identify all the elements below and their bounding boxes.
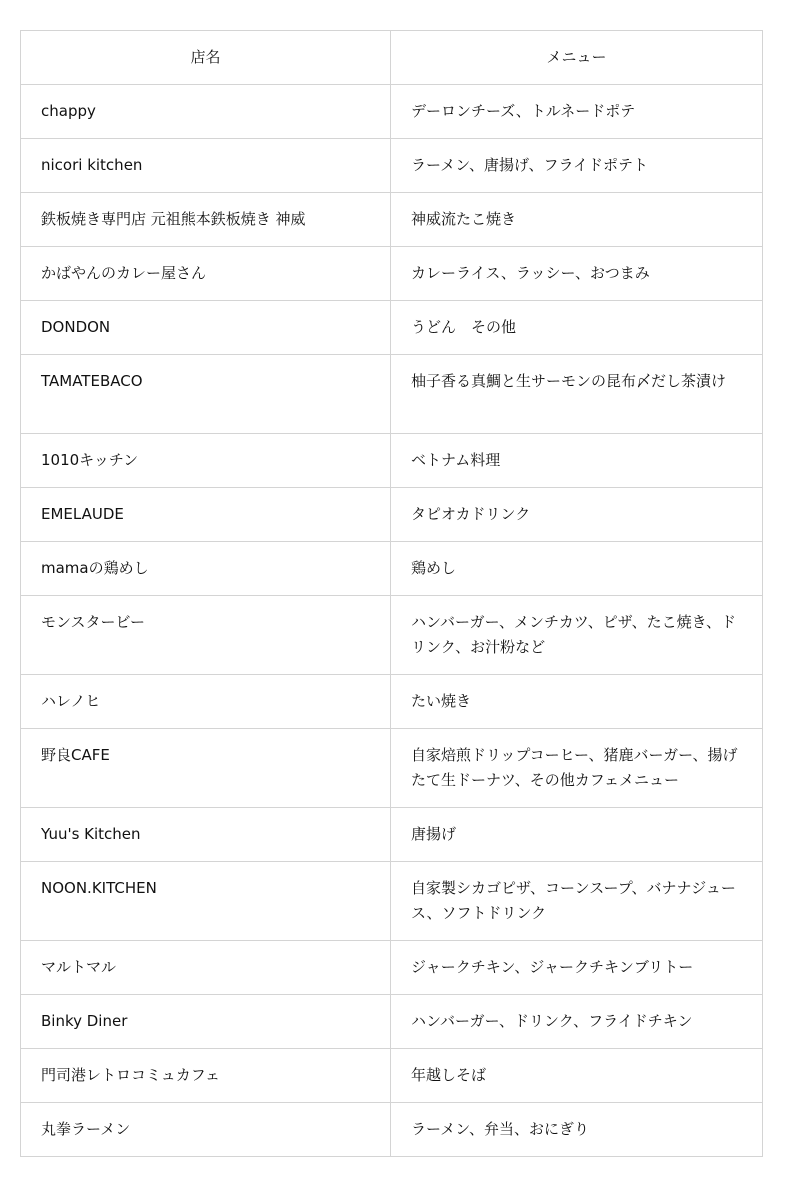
shop-name-cell: 鉄板焼き専門店 元祖熊本鉄板焼き 神威 [21,193,391,247]
menu-cell: 唐揚げ [391,808,763,862]
table-row [21,85,763,139]
menu-cell: 鶏めし [391,542,763,596]
shop-name-cell: ハレノヒ [21,675,391,729]
table-row [21,808,763,862]
menu-cell: デーロンチーズ、トルネードポテ [391,85,763,139]
table-row [21,434,763,488]
table-row [21,675,763,729]
table-row [21,542,763,596]
shop-name-cell: DONDON [21,301,391,355]
menu-cell: タピオカドリンク [391,488,763,542]
table-row [21,193,763,247]
header-shop-name: 店名 [21,31,391,85]
shop-name-cell: Binky Diner [21,995,391,1049]
menu-cell: ラーメン、唐揚げ、フライドポテト [391,139,763,193]
menu-cell: うどん その他 [391,301,763,355]
shop-name-cell: マルトマル [21,941,391,995]
shop-name-cell: 丸拳ラーメン [21,1103,391,1157]
menu-cell: ハンバーガー、メンチカツ、ピザ、たこ焼き、ドリンク、お汁粉など [391,596,763,675]
table-row [21,862,763,941]
menu-cell: たい焼き [391,675,763,729]
shop-name-cell: mamaの鶏めし [21,542,391,596]
shop-name-cell: TAMATEBACO [21,355,391,434]
table-row [21,488,763,542]
shop-name-cell: 門司港レトロコミュカフェ [21,1049,391,1103]
shop-name-cell: EMELAUDE [21,488,391,542]
table-row [21,1103,763,1157]
shop-name-cell: nicori kitchen [21,139,391,193]
menu-cell: カレーライス、ラッシー、おつまみ [391,247,763,301]
table-row [21,301,763,355]
menu-cell: 年越しそば [391,1049,763,1103]
shop-name-cell: NOON.KITCHEN [21,862,391,941]
menu-cell: ベトナム料理 [391,434,763,488]
table-row [21,247,763,301]
shop-name-cell: モンスタービー [21,596,391,675]
table-row [21,596,763,675]
menu-cell: ハンバーガー、ドリンク、フライドチキン [391,995,763,1049]
table-row [21,355,763,434]
header-menu: メニュー [391,31,763,85]
shop-name-cell: 野良CAFE [21,729,391,808]
shop-name-cell: かばやんのカレー屋さん [21,247,391,301]
table-row [21,139,763,193]
shop-name-cell: Yuu's Kitchen [21,808,391,862]
table-row [21,1049,763,1103]
table-row [21,941,763,995]
table-row [21,729,763,808]
table-row [21,995,763,1049]
menu-cell: 柚子香る真鯛と生サーモンの昆布〆だし茶漬け [391,355,763,434]
menu-cell: ラーメン、弁当、おにぎり [391,1103,763,1157]
menu-cell: 自家焙煎ドリップコーヒー、猪鹿バーガー、揚げたて生ドーナツ、その他カフェメニュー [391,729,763,808]
menu-cell: 神威流たこ焼き [391,193,763,247]
menu-cell: ジャークチキン、ジャークチキンブリトー [391,941,763,995]
shop-name-cell: 1010キッチン [21,434,391,488]
table-header-row [21,31,763,85]
shop-menu-table-container [20,30,762,1157]
shop-menu-table [20,30,763,1157]
shop-name-cell: chappy [21,85,391,139]
menu-cell: 自家製シカゴピザ、コーンスープ、バナナジュース、ソフトドリンク [391,862,763,941]
